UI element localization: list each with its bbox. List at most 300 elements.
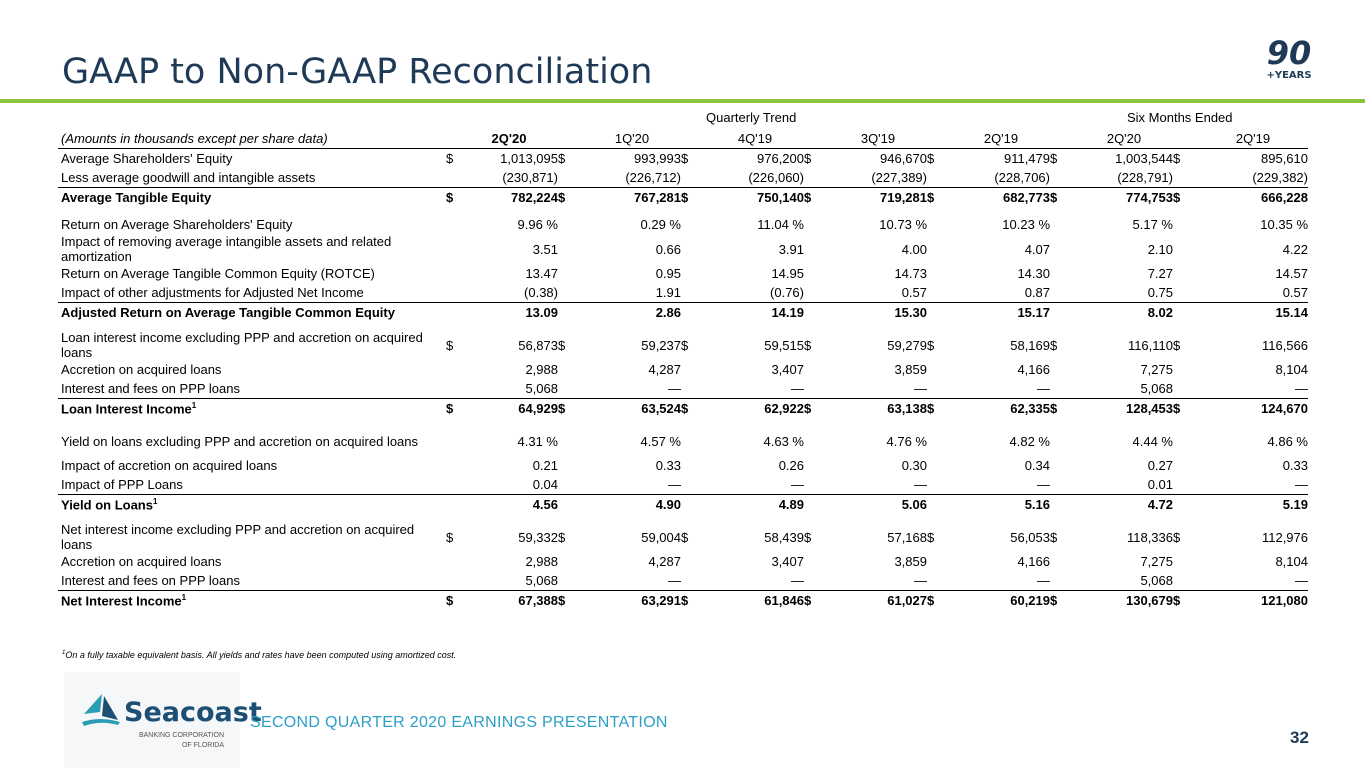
cell-value: 5,068 (1140, 381, 1173, 396)
currency-sign (558, 168, 583, 188)
cell-value: 0.87 (1024, 285, 1050, 300)
cell-value: 14.95 (771, 266, 804, 281)
cell-value: 4,166 (1017, 362, 1050, 377)
currency-sign (558, 215, 583, 234)
table-row (58, 283, 1308, 303)
cell-value: (226,712) (625, 170, 681, 185)
cell-value: 58,169 (1010, 337, 1050, 353)
currency-sign (927, 495, 952, 515)
spacer-row (58, 418, 1308, 426)
cell-value: 946,670 (880, 151, 927, 166)
cell-value: 993,993 (634, 151, 681, 166)
currency-sign (804, 379, 829, 399)
cell-value: 2.10 (1147, 241, 1173, 257)
currency-sign: $ (446, 188, 460, 208)
currency-sign (804, 495, 829, 515)
cell-value: (227,389) (871, 170, 927, 185)
currency-sign (681, 283, 706, 303)
ninety-years-logo (1260, 34, 1318, 82)
cell-value: 56,053 (1010, 529, 1050, 545)
currency-sign: $ (681, 399, 706, 419)
currency-sign (558, 456, 583, 475)
cell-value: 0.33 (655, 458, 681, 473)
cell-value: 4.00 (901, 241, 927, 257)
cell-value: 15.17 (952, 303, 1050, 323)
currency-sign (446, 552, 460, 571)
cell-value: 14.57 (1275, 266, 1308, 281)
cell-value: 62,335 (952, 399, 1050, 419)
cell-value: 911,479 (1003, 151, 1050, 166)
currency-sign (446, 303, 460, 323)
currency-sign: $ (804, 529, 812, 545)
cell-value: 976,200 (757, 151, 804, 166)
currency-sign (804, 303, 829, 323)
currency-sign (1050, 168, 1075, 188)
table-row (58, 188, 1308, 208)
cell-value: 682,773 (952, 188, 1050, 208)
currency-sign (927, 426, 952, 456)
cell-value: 15.30 (829, 303, 927, 323)
currency-sign: $ (804, 337, 812, 353)
currency-sign (681, 456, 706, 475)
row-label: Net Interest Income$^1$ (58, 591, 446, 611)
cell-value: 7.27 (1147, 266, 1173, 281)
currency-sign (804, 215, 829, 234)
row-label: Impact of removing average intangible assets and related amortization (61, 234, 392, 264)
table-row (58, 234, 1308, 264)
currency-sign (1050, 379, 1075, 399)
cell-value: 3,407 (771, 554, 804, 569)
cell-value: 7,275 (1140, 554, 1173, 569)
row-label: Loan interest income excluding PPP and accretion on acquired loans (61, 330, 423, 360)
currency-sign (681, 234, 706, 264)
currency-sign: $ (804, 399, 829, 419)
currency-sign: $ (1173, 591, 1198, 611)
cell-value: 63,291 (583, 591, 681, 611)
currency-sign (681, 426, 706, 456)
col-header: 2Q'20 (1075, 128, 1173, 149)
cell-value: 4,287 (648, 362, 681, 377)
currency-sign: $ (681, 151, 689, 166)
currency-sign (1050, 283, 1075, 303)
currency-sign (446, 379, 460, 399)
currency-sign (1050, 571, 1075, 591)
currency-sign (681, 264, 706, 283)
currency-sign (1173, 234, 1198, 264)
currency-sign (681, 571, 706, 591)
currency-sign: $ (804, 151, 812, 166)
cell-value: 13.09 (460, 303, 558, 323)
currency-sign (927, 234, 952, 264)
cell-value: 5,068 (1140, 573, 1173, 588)
cell-value: 15.14 (1198, 303, 1308, 323)
cell-value: 4,166 (1017, 554, 1050, 569)
currency-sign (804, 283, 829, 303)
cell-value: 14.30 (1017, 266, 1050, 281)
table-row (58, 426, 1308, 456)
cell-value: (226,060) (748, 170, 804, 185)
currency-sign (927, 303, 952, 323)
currency-sign (804, 552, 829, 571)
currency-sign (804, 264, 829, 283)
currency-sign (558, 552, 583, 571)
table-row (58, 264, 1308, 283)
currency-sign: $ (558, 151, 566, 166)
currency-sign (681, 215, 706, 234)
cell-value: — (914, 573, 927, 588)
cell-value: 4.76 % (886, 433, 927, 449)
cell-value: — (914, 381, 927, 396)
cell-value: 8,104 (1275, 362, 1308, 377)
currency-sign (1050, 552, 1075, 571)
currency-sign (804, 456, 829, 475)
currency-sign: $ (1173, 151, 1181, 166)
cell-value: 10.23 % (1002, 217, 1050, 232)
currency-sign (927, 475, 952, 495)
row-label: Yield on loans excluding PPP and accretion on acquired loans (61, 433, 419, 449)
cell-value: 11.04 % (757, 217, 804, 232)
currency-sign (446, 571, 460, 591)
currency-sign (446, 426, 460, 456)
cell-value: 4.57 % (640, 433, 681, 449)
currency-sign (1050, 426, 1075, 456)
cell-value: 4.86 % (1267, 433, 1308, 449)
row-label: Impact of PPP Loans (61, 477, 183, 492)
currency-sign: $ (927, 529, 935, 545)
cell-value: 4.07 (1024, 241, 1050, 257)
currency-sign (446, 495, 460, 515)
table-header-row (58, 128, 1308, 149)
table-row (58, 591, 1308, 611)
row-label: Return on Average Tangible Common Equity (ROTCE) (61, 266, 375, 281)
cell-value: 767,281 (583, 188, 681, 208)
cell-value: — (668, 477, 681, 492)
currency-sign (558, 360, 583, 379)
currency-sign (558, 234, 583, 264)
row-label: Yield on Loans$^1$ (58, 495, 446, 515)
currency-sign (1173, 360, 1198, 379)
cell-value: 666,228 (1198, 188, 1308, 208)
sail-icon (80, 692, 122, 730)
currency-sign (558, 379, 583, 399)
cell-value: 112,976 (1261, 529, 1308, 545)
page-number: 32 (1290, 728, 1309, 747)
cell-value: 0.27 (1147, 458, 1173, 473)
currency-sign (446, 264, 460, 283)
cell-value: 10.35 % (1260, 217, 1308, 232)
cell-value: — (1037, 381, 1050, 396)
table-row (58, 168, 1308, 188)
cell-value: — (1037, 477, 1050, 492)
cell-value: 121,080 (1198, 591, 1308, 611)
col-header: 4Q'19 (706, 128, 804, 149)
cell-value: 8,104 (1275, 554, 1308, 569)
currency-sign (1050, 234, 1075, 264)
currency-sign (1173, 215, 1198, 234)
currency-sign: $ (558, 529, 566, 545)
cell-value: 1,003,544 (1115, 151, 1173, 166)
table-row (58, 571, 1308, 591)
cell-value: 750,140 (706, 188, 804, 208)
col-header: 1Q'20 (583, 128, 681, 149)
currency-sign: $ (1050, 399, 1075, 419)
cell-value: 0.29 % (640, 217, 681, 232)
currency-sign (558, 495, 583, 515)
currency-sign (1173, 426, 1198, 456)
currency-sign (1050, 360, 1075, 379)
currency-sign (1173, 168, 1198, 188)
currency-sign: $ (558, 399, 583, 419)
logo-years-text: +YEARS (1266, 70, 1312, 81)
currency-sign (446, 360, 460, 379)
cell-value: 5.06 (829, 495, 927, 515)
currency-sign (804, 168, 829, 188)
cell-value: 3.91 (778, 241, 804, 257)
currency-sign: $ (927, 399, 952, 419)
currency-sign: $ (681, 337, 689, 353)
currency-sign: $ (558, 337, 566, 353)
cell-value: (0.76) (770, 285, 804, 300)
group-header-quarterly: Quarterly Trend (706, 110, 797, 125)
currency-sign: $ (681, 529, 689, 545)
cell-value: 60,219 (952, 591, 1050, 611)
currency-sign: $ (804, 188, 829, 208)
cell-value: 3.51 (532, 241, 558, 257)
cell-value: — (1295, 381, 1308, 396)
table-row (58, 303, 1308, 323)
table-row (58, 149, 1308, 169)
cell-value: 7,275 (1140, 362, 1173, 377)
table-row (58, 360, 1308, 379)
cell-value: — (791, 381, 804, 396)
cell-value: 774,753 (1075, 188, 1173, 208)
spacer-row (58, 322, 1308, 330)
cell-value: 4.82 % (1009, 433, 1050, 449)
currency-sign (446, 475, 460, 495)
currency-sign (681, 495, 706, 515)
row-label: Impact of accretion on acquired loans (61, 458, 278, 473)
currency-sign (1173, 475, 1198, 495)
cell-value: 118,336 (1126, 529, 1173, 545)
currency-sign: $ (1050, 529, 1058, 545)
currency-sign: $ (1173, 529, 1181, 545)
cell-value: 0.57 (1282, 285, 1308, 300)
currency-sign (681, 303, 706, 323)
row-label: Accretion on acquired loans (61, 554, 222, 569)
cell-value: 2,988 (525, 362, 558, 377)
cell-value: 59,237 (641, 337, 681, 353)
cell-value: 57,168 (887, 529, 927, 545)
cell-value: 1,013,095 (500, 151, 558, 166)
cell-value: 0.30 (901, 458, 927, 473)
company-name: Seacoast (124, 697, 262, 728)
currency-sign (927, 379, 952, 399)
cell-value: 0.26 (778, 458, 804, 473)
currency-sign (1050, 495, 1075, 515)
currency-sign: $ (1173, 188, 1198, 208)
currency-sign: $ (1050, 337, 1058, 353)
cell-value: 8.02 (1075, 303, 1173, 323)
currency-sign: $ (681, 591, 706, 611)
cell-value: — (668, 573, 681, 588)
cell-value: 782,224 (460, 188, 558, 208)
spacer-row (58, 207, 1308, 215)
currency-sign (1050, 303, 1075, 323)
currency-sign (558, 264, 583, 283)
currency-sign (1050, 475, 1075, 495)
row-label: Less average goodwill and intangible assets (61, 170, 316, 185)
currency-sign (1173, 303, 1198, 323)
cell-value: 128,453 (1075, 399, 1173, 419)
table-row (58, 495, 1308, 515)
currency-sign: $ (1173, 399, 1198, 419)
cell-value: 59,515 (764, 337, 804, 353)
currency-sign (681, 168, 706, 188)
cell-value: 2,988 (525, 554, 558, 569)
cell-value: (229,382) (1252, 170, 1308, 185)
cell-value: — (791, 573, 804, 588)
currency-sign (927, 552, 952, 571)
cell-value: 130,679 (1075, 591, 1173, 611)
row-label: Average Shareholders' Equity (61, 151, 233, 166)
currency-sign (804, 571, 829, 591)
currency-sign: $ (558, 591, 583, 611)
currency-sign (1173, 379, 1198, 399)
cell-value: (0.38) (524, 285, 558, 300)
cell-value: 64,929 (460, 399, 558, 419)
currency-sign (927, 264, 952, 283)
cell-value: 0.75 (1147, 285, 1173, 300)
currency-sign: $ (927, 188, 952, 208)
table-row (58, 456, 1308, 475)
cell-value: 62,922 (706, 399, 804, 419)
row-label: Loan Interest Income$^1$ (58, 399, 446, 419)
title-rule (0, 99, 1365, 103)
cell-value: (228,706) (994, 170, 1050, 185)
cell-value: 5.16 (952, 495, 1050, 515)
cell-value: 3,407 (771, 362, 804, 377)
currency-sign (558, 283, 583, 303)
cell-value: 5,068 (525, 573, 558, 588)
currency-sign (804, 360, 829, 379)
cell-value: 4.89 (706, 495, 804, 515)
header-label: (Amounts in thousands except per share data) (58, 128, 446, 149)
cell-value: 14.19 (706, 303, 804, 323)
cell-value: (228,791) (1117, 170, 1173, 185)
cell-value: 63,524 (583, 399, 681, 419)
cell-value: 14.73 (894, 266, 927, 281)
reconciliation-table (58, 128, 1308, 610)
cell-value: 0.57 (901, 285, 927, 300)
cell-value: — (668, 381, 681, 396)
currency-sign (1173, 495, 1198, 515)
currency-sign: $ (446, 529, 454, 545)
currency-sign (681, 379, 706, 399)
cell-value: 0.33 (1282, 458, 1308, 473)
cell-value: 4.56 (460, 495, 558, 515)
currency-sign (1050, 264, 1075, 283)
cell-value: 61,027 (829, 591, 927, 611)
cell-value: 3,859 (894, 554, 927, 569)
cell-value: 5.19 (1198, 495, 1308, 515)
table-row (58, 330, 1308, 360)
currency-sign (446, 215, 460, 234)
cell-value: 0.01 (1147, 477, 1173, 492)
col-header: 3Q'19 (829, 128, 927, 149)
col-header: 2Q'19 (952, 128, 1050, 149)
currency-sign (558, 426, 583, 456)
table-row (58, 379, 1308, 399)
row-label: Adjusted Return on Average Tangible Common Equity (58, 303, 446, 323)
cell-value: 4.31 % (517, 433, 558, 449)
currency-sign: $ (1173, 337, 1181, 353)
currency-sign: $ (681, 188, 706, 208)
cell-value: 59,004 (641, 529, 681, 545)
group-header-six-months: Six Months Ended (1127, 110, 1233, 125)
cell-value: 0.34 (1024, 458, 1050, 473)
cell-value: 3,859 (894, 362, 927, 377)
cell-value: — (1295, 477, 1308, 492)
col-header: 2Q'20 (460, 128, 558, 149)
currency-sign (804, 234, 829, 264)
row-label: Return on Average Shareholders' Equity (61, 217, 293, 232)
table-row (58, 399, 1308, 419)
currency-sign (681, 475, 706, 495)
currency-sign (927, 571, 952, 591)
footnote: $^1$On a fully taxable equivalent basis. All yields and rates have been computed using amortized cost. (62, 650, 457, 660)
cell-value: — (1295, 573, 1308, 588)
cell-value: 4,287 (648, 554, 681, 569)
cell-value: — (1037, 573, 1050, 588)
cell-value: 1.91 (655, 285, 681, 300)
cell-value: 5,068 (525, 381, 558, 396)
cell-value: — (914, 477, 927, 492)
cell-value: 10.73 % (879, 217, 927, 232)
currency-sign (446, 234, 460, 264)
currency-sign: $ (927, 151, 935, 166)
cell-value: 4.44 % (1132, 433, 1173, 449)
row-label: Average Tangible Equity (58, 188, 446, 208)
currency-sign (1173, 456, 1198, 475)
spacer-row (58, 514, 1308, 522)
currency-sign: $ (1050, 151, 1058, 166)
cell-value: 116,566 (1261, 337, 1308, 353)
table-row (58, 475, 1308, 495)
currency-sign (927, 215, 952, 234)
currency-sign: $ (1050, 188, 1075, 208)
presentation-title: SECOND QUARTER 2020 EARNINGS PRESENTATION (250, 714, 668, 731)
currency-sign (927, 456, 952, 475)
currency-sign (804, 426, 829, 456)
table-row (58, 552, 1308, 571)
cell-value: 0.04 (532, 477, 558, 492)
currency-sign (558, 303, 583, 323)
currency-sign (1050, 456, 1075, 475)
cell-value: 0.95 (655, 266, 681, 281)
col-header: 2Q'19 (1198, 128, 1308, 149)
cell-value: 56,873 (518, 337, 558, 353)
cell-value: 67,388 (460, 591, 558, 611)
cell-value: 4.22 (1282, 241, 1308, 257)
cell-value: 2.86 (583, 303, 681, 323)
cell-value: (230,871) (502, 170, 558, 185)
currency-sign: $ (804, 591, 829, 611)
currency-sign (1173, 571, 1198, 591)
row-label: Net interest income excluding PPP and accretion on acquired loans (61, 522, 415, 552)
currency-sign: $ (927, 591, 952, 611)
cell-value: 59,332 (518, 529, 558, 545)
currency-sign (1173, 283, 1198, 303)
